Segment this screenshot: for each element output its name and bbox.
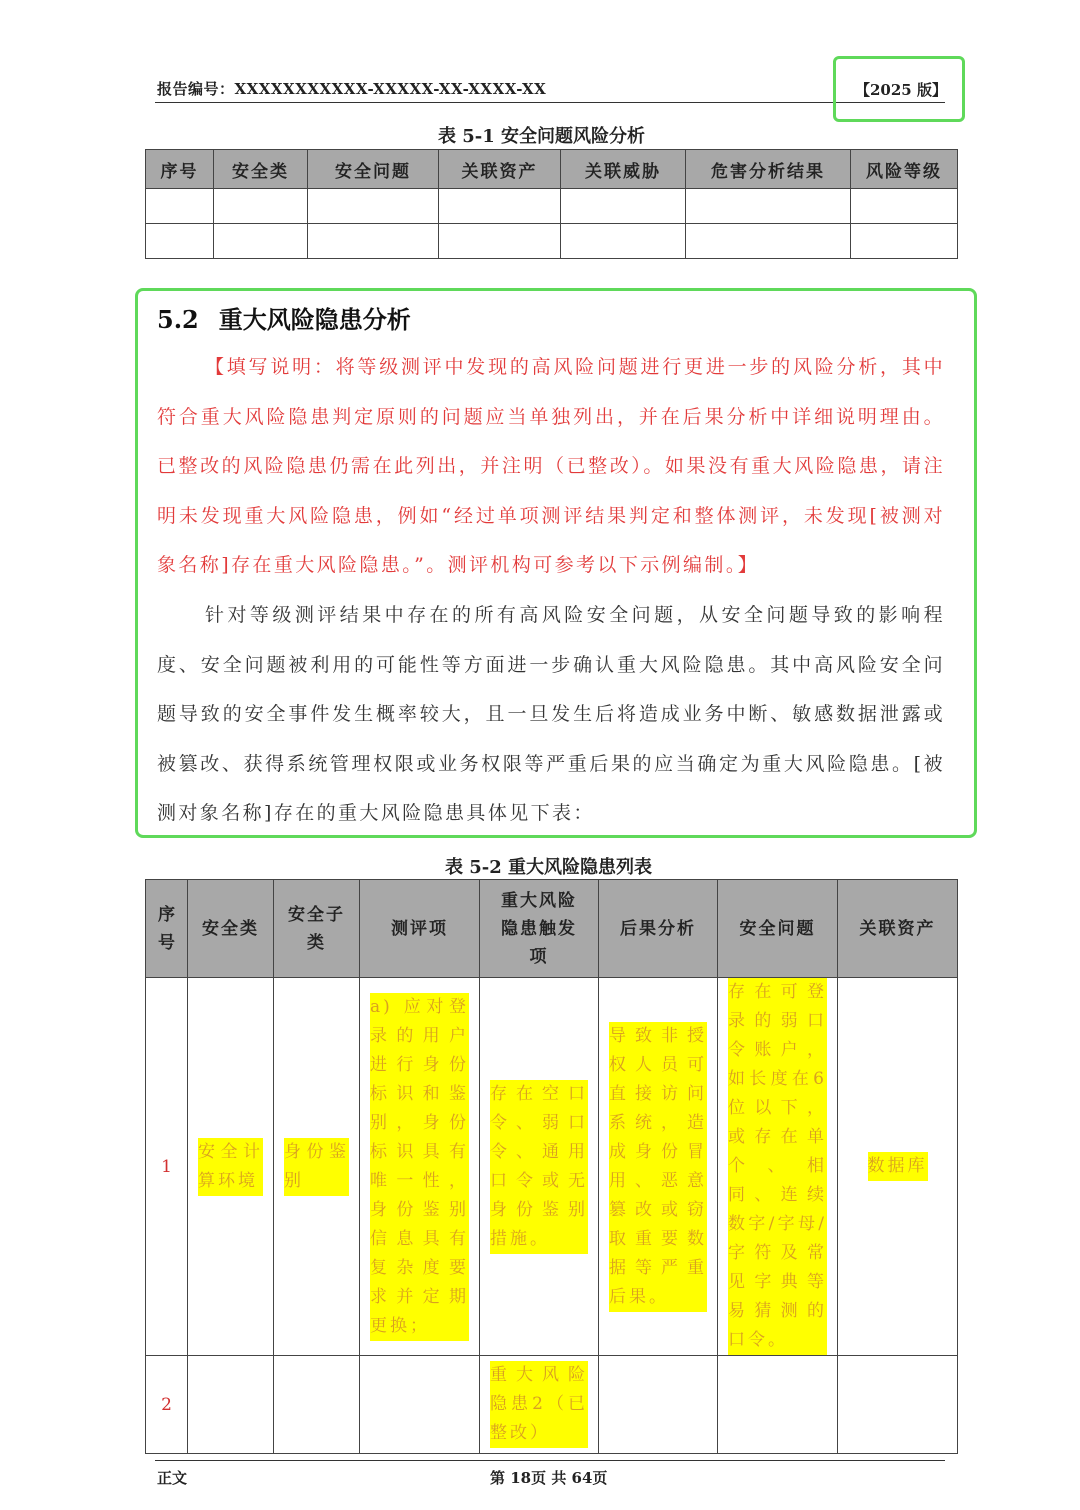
issue-cell bbox=[718, 1356, 838, 1454]
table-header-row bbox=[146, 150, 958, 189]
major-risk-table bbox=[145, 879, 958, 1454]
trigger-text: 存在空口令、弱口令、通用口令或无身份鉴别措施。 bbox=[490, 1080, 588, 1254]
column-header: 安全子类 bbox=[274, 880, 360, 978]
table-cell bbox=[561, 189, 686, 224]
category-cell bbox=[188, 1356, 274, 1454]
version-label: 【2025 版】 bbox=[855, 81, 947, 99]
table-cell bbox=[308, 189, 439, 224]
category-cell bbox=[188, 978, 274, 1356]
subcategory-cell bbox=[274, 1356, 360, 1454]
column-header: 关联资产 bbox=[838, 880, 958, 978]
table1-caption: 表 5-1 安全问题风险分析 bbox=[438, 126, 646, 147]
column-header: 安全类 bbox=[188, 880, 274, 978]
instruction-paragraph: 【填写说明：将等级测评中发现的高风险问题进行更进一步的风险分析，其中符合重大风险隐患判定原则的问题应当单独列出，并在后果分析中详细说明理由。已整改的风险隐患仍需在此列出，并注明（已整改）。如果没有重大风险隐患，请注明未发现重大风险隐患，例如“经过单项测评结果判定和整体测评，未发现[被测对象名称]存在重大风险隐患。”。测评机构可参考以下示例编制。】 bbox=[157, 356, 945, 576]
trigger-cell bbox=[480, 978, 599, 1356]
body-paragraph: 针对等级测评结果中存在的所有高风险安全问题，从安全问题导致的影响程度、安全问题被利用的可能性等方面进一步确认重大风险隐患。其中高风险安全问题导致的安全事件发生概率较大，且一旦发生后将造成业务中断、敏感数据泄露或被篡改、获得系统管理权限或业务权限等严重后果的应当确定为重大风险隐患。[被测对象名称]存在的重大风险隐患具体见下表： bbox=[157, 604, 945, 824]
asset-text: 数据库 bbox=[868, 1152, 928, 1181]
table2-caption: 表 5-2 重大风险隐患列表 bbox=[445, 857, 653, 878]
header-rule bbox=[155, 102, 945, 103]
table-cell bbox=[308, 224, 439, 259]
table-cell bbox=[146, 224, 214, 259]
table-cell bbox=[561, 224, 686, 259]
column-header: 后果分析 bbox=[599, 880, 718, 978]
consequence-cell bbox=[599, 1356, 718, 1454]
row-number: 1 bbox=[146, 978, 188, 1356]
table-header-row bbox=[146, 880, 958, 978]
table-row bbox=[146, 189, 958, 224]
footer-section-label: 正文 bbox=[157, 1469, 188, 1487]
column-header: 安全问题 bbox=[308, 150, 439, 189]
table-cell bbox=[146, 189, 214, 224]
issue-text: 存在可登录的弱口令账户，如长度在6位以下，或存在单个、相同、连续数字/字母/字符及常见字典等易猜测的口令。 bbox=[728, 978, 827, 1355]
section-number: 5.2 bbox=[157, 305, 199, 334]
table-row bbox=[146, 224, 958, 259]
column-header: 安全问题 bbox=[718, 880, 838, 978]
table-row bbox=[146, 1356, 958, 1454]
table-cell bbox=[439, 224, 561, 259]
category-text: 安全计算环境 bbox=[198, 1138, 263, 1196]
asset-cell bbox=[838, 1356, 958, 1454]
issue-cell bbox=[718, 978, 838, 1356]
column-header: 关联资产 bbox=[439, 150, 561, 189]
table-cell bbox=[851, 224, 958, 259]
table-cell bbox=[214, 189, 308, 224]
trigger-cell bbox=[480, 1356, 599, 1454]
item-text: a) 应对登录的用户进行身份标识和鉴别，身份标识具有唯一性，身份鉴别信息具有复杂度要求并定期更换； bbox=[370, 993, 469, 1341]
page-number: 第 18页 共 64页 bbox=[490, 1469, 608, 1487]
footer-rule bbox=[155, 1460, 945, 1461]
column-header: 测评项 bbox=[360, 880, 480, 978]
column-header: 关联威胁 bbox=[561, 150, 686, 189]
table-cell bbox=[851, 189, 958, 224]
section-heading bbox=[157, 300, 411, 335]
table-cell bbox=[686, 224, 851, 259]
asset-cell bbox=[838, 978, 958, 1356]
column-header: 安全类 bbox=[214, 150, 308, 189]
column-header: 序号 bbox=[146, 880, 188, 978]
table-cell bbox=[214, 224, 308, 259]
consequence-text: 导致非授权人员可直接访问系统，造成身份冒用、恶意篡改或窃取重要数据等严重后果。 bbox=[609, 1022, 707, 1312]
section-title: 重大风险隐患分析 bbox=[218, 306, 411, 334]
column-header: 重大风险隐患触发项 bbox=[480, 880, 599, 978]
subcategory-cell bbox=[274, 978, 360, 1356]
table-cell bbox=[686, 189, 851, 224]
column-header: 危害分析结果 bbox=[686, 150, 851, 189]
column-header: 风险等级 bbox=[851, 150, 958, 189]
trigger-text: 重大风险隐患2（已整改） bbox=[490, 1361, 588, 1448]
risk-analysis-table bbox=[145, 149, 958, 259]
subcategory-text: 身份鉴别 bbox=[284, 1138, 349, 1196]
column-header: 序号 bbox=[146, 150, 214, 189]
table-cell bbox=[439, 189, 561, 224]
item-cell bbox=[360, 978, 480, 1356]
row-number: 2 bbox=[146, 1356, 188, 1454]
item-cell bbox=[360, 1356, 480, 1454]
report-number: 报告编号：XXXXXXXXXXX-XXXXX-XX-XXXX-XX bbox=[157, 80, 547, 98]
table-row bbox=[146, 978, 958, 1356]
consequence-cell bbox=[599, 978, 718, 1356]
